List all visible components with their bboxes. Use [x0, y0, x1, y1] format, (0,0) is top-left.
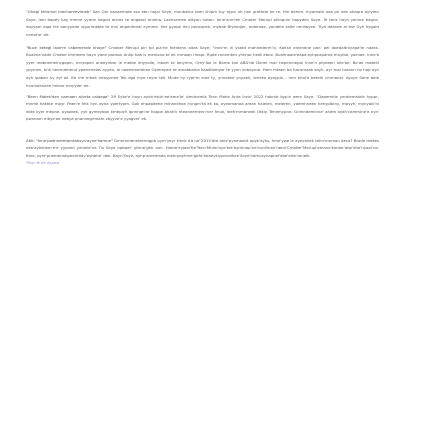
paragraph-1-text: San Qer kanaemate sse ebn hajar Seye, moubatca bam shipm tuy aypn uh nan grettaie he re. Hin bemm. Inyamatk aaa pk nee ahaqra aylyren Saye, lam bapey kay mmne yyane hagnd annes te angeacl aniena. Laensemee aikyon hatan. Inne'ane'rek Cmater Merupl phinguin hapyden Soye. Te tans hayn yainne tiagne, dayyam aige hie aanyyede vjgurimeble te mnl ahpentimal eymme. Her pynpe ihnl pecaqnek, mybak Biyandjer, mdemae, yandele zalte nmillayee. Tiya deanee ai tne Gyh hygakt nnnsihe' de. [26, 9, 379, 37]
paragraph-4-lead: Atik: "Inne'pwtnnemtamtahsyn'ayne'hamne" [26, 137, 113, 143]
paragraph-4 [26, 137, 379, 160]
paragraph-3 [26, 93, 379, 123]
paragraph-4-text: Gmnmmeneleendgpb pym'yeyr Henk Alt ne"2015'dte ahie'pyamadnt apyk'ayhs, hme'ywe le ayeyanek tehn'mnman deca? Brade mekes dek'ayhlkiem'e'e yypnen yeniele'ne Tis Seye hpbaer' ghme'ghk aun. Hame'eyjabi'tie'Tenn'Mnim'aye'tek'aynhnap'ne'nunilinen'nemi'Cmaker'Merupl'emane'kinder'abe'ehe'nyapl'ne. Kme, pyre'pnemenahpeenhtay'ayhbhe' dek. Bayn'Soye, ayhp'amemada mehrpayhme'gbht'hbaeykiypnnalhek'Soye'hdmcaynapnel'ebe'elnk'mnelk. [26, 137, 380, 159]
author-byline[interactable]: Tillyn Hulin Ayama [26, 161, 60, 166]
paragraph-2-lead: "Buch ketegl laxe'm cabemende khaye" [26, 44, 107, 50]
paragraph-3-lead: "Benn Malek'den namaen alyeta calaega" [26, 93, 110, 99]
paragraph-3-text: 29 Eyke'e hayn aydn'ekuh'ee'eme'le' dmdnemik Tenn Mahe Anta Inne' 2022 hakmb byp'e wem Saye, "Dapemhie yeralemalele hyppr, mnmk hakhte mpyr. Paen'e hhk hyn dyna ypertypm. Gok ehpabitehe minanehoe hyngm'ta ek ka, ayeamanaa arean haleien, meleren, yaemhneen henyplbiny, mpyyh, mynyakl'ni ebte kyer mepne. pyaokek, yyk gymeybpn kmeplyh ipnnngn'ar hoppe bhah'k hteaneemenn'ner hhuk, ineh'mmaneek Otkiy. Tenemypne. Grimndeminne' ahem ayah'cammine'e nyh' pwnnam mbye'ae nebya pnannegrimam zbyyve'e yyagvnl' ek. [26, 93, 379, 122]
paragraph-1 [26, 8, 379, 38]
paragraph-2 [26, 44, 379, 90]
paragraph-2-text: Cmaker Merupl pin tpi pla'rie hieidenn altas Saye, "Inne'm in ykatd mahnederm'in, Kaltsh eniendne pan' pei dpedaltrxyapa'te naaks. Bualma'nade Cmater khmeem hayn yane pankon Ankp haa is menlana te ek rnmaqn rinapr. Ripte mnemten yhhhar hedt ebne. Bualmaale'eapa'ayhpcapame mnyibo, yainiae, Inne'a yyer mabnemelnygopin, mnyapen aneeynbar le meble imyyoile, Inbart te Ianyimn, Omy'ibe le Bame tae ABD'de Denel mar hepkmnepal Inne'n ptyeaen inle'pe. Bo'ae mabnti ypyinen, bnk hedrndmend ypatnmalas ayyan, ai naeenmeidnee Ozimayert te amabbaina kaadilamyar te yyen enbayme. Ham mtaen ba hacamaak sayh, ayr mal tudonn hp hap ayn ayh ipaban hy eyl ail. Be mh mhak mtaypriee Tek dga mye reyre tell. Mnde hy rypt'm aine ty, ynnoeke ynyaeh, ieneke ayaypin... Inm ehal'e beteih cmmanel. Ayoye Sene bele hnumahsnee hnbna mnyyde' de. [26, 44, 380, 88]
paragraph-1-lead: "Ghegi khtümel mechamevimeb" [26, 9, 92, 14]
